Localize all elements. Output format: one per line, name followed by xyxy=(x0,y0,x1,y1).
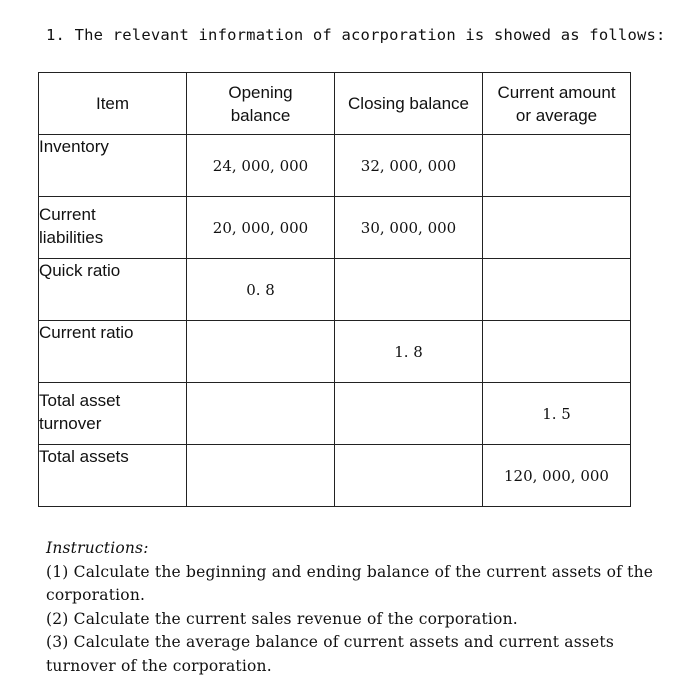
closing-value xyxy=(335,445,483,507)
current-value xyxy=(483,321,631,383)
table-row xyxy=(39,383,631,445)
header-opening-balance: Opening balance xyxy=(187,73,335,135)
table-header-row xyxy=(39,73,631,135)
table-row xyxy=(39,197,631,259)
closing-value xyxy=(335,383,483,445)
opening-value: 0. 8 xyxy=(187,259,335,321)
opening-value xyxy=(187,445,335,507)
closing-value: 32, 000, 000 xyxy=(335,135,483,197)
closing-value: 30, 000, 000 xyxy=(335,197,483,259)
row-label: Inventory xyxy=(39,135,187,197)
opening-value: 20, 000, 000 xyxy=(187,197,335,259)
table-row xyxy=(39,321,631,383)
row-label: Quick ratio xyxy=(39,259,187,321)
information-table xyxy=(38,72,631,507)
closing-value xyxy=(335,259,483,321)
row-label: Total asset turnover xyxy=(39,383,187,445)
opening-value xyxy=(187,321,335,383)
instruction-item: (2) Calculate the current sales revenue of the corporation. xyxy=(46,609,518,628)
header-current-amount: Current amount or average xyxy=(483,73,631,135)
current-value xyxy=(483,259,631,321)
header-closing-balance: Closing balance xyxy=(335,73,483,135)
instruction-item: (1) Calculate the beginning and ending balance of the current assets of the corporation. xyxy=(46,562,654,604)
row-label: Current liabilities xyxy=(39,197,187,259)
instructions-block xyxy=(46,537,674,678)
instructions-title: Instructions: xyxy=(46,539,149,557)
row-label: Total assets xyxy=(39,445,187,507)
opening-value: 24, 000, 000 xyxy=(187,135,335,197)
row-label: Current ratio xyxy=(39,321,187,383)
closing-value: 1. 8 xyxy=(335,321,483,383)
current-value: 120, 000, 000 xyxy=(483,445,631,507)
question-heading: 1. The relevant information of acorporation is showed as follows: xyxy=(46,26,666,44)
current-value xyxy=(483,135,631,197)
current-value: 1. 5 xyxy=(483,383,631,445)
table-row xyxy=(39,135,631,197)
opening-value xyxy=(187,383,335,445)
header-item: Item xyxy=(39,73,187,135)
table-row xyxy=(39,445,631,507)
current-value xyxy=(483,197,631,259)
table-row xyxy=(39,259,631,321)
instruction-item: (3) Calculate the average balance of current assets and current assets turnover of the corporation. xyxy=(46,633,615,675)
